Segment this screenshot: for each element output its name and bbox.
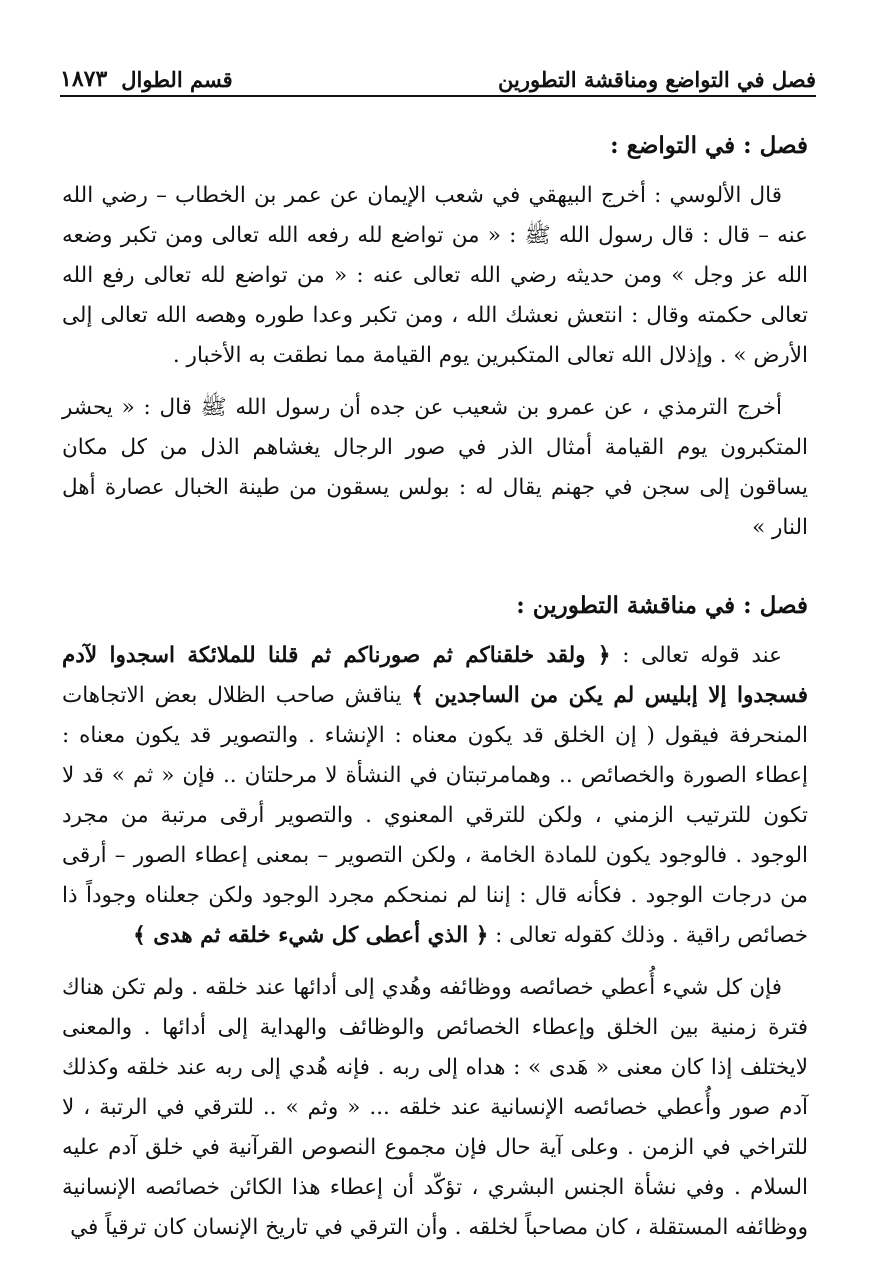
quran-verse: ﴿ الذي أعطى كل شيء خلقه ثم هدى ﴾: [133, 923, 489, 948]
page-body: [62, 118, 808, 1260]
section-heading-evolutionists: فصل : في مناقشة التطورين :: [516, 592, 808, 619]
paragraph: [62, 636, 808, 956]
spacer: [62, 560, 808, 578]
quran-verse: ﴿ ولقد خلقناكم ثم صورناكم ثم قلنا للملائكة اسجدوا لآدم فسجدوا إلا إبليس لم يكن من الساجدين ﴾: [62, 643, 808, 708]
paragraph: فإن كل شيء أُعطي خصائصه ووظائفه وهُدي إلى أدائها عند خلقه . ولم تكن هناك فترة زمنية بين الخلق وإعطاء الخصائص والوظائف والهداية إلى أدائها . والمعنى لايختلف إذا كان معنى « هَدى » : هداه إلى ربه . فإنه هُدي إلى ربه عند خلقه وكذلك آدم صور وأُعطي خصائصه الإنسانية عند خلقه ... « وثم » .. للترقي في الرتبة ، لا للتراخي في الزمن . وعلى آية حال فإن مجموع النصوص القرآنية في خلق آدم عليه السلام . وفي نشأة الجنس البشري ، تؤكّد أن إعطاء هذا الكائن خصائصه الإنسانية ووظائفه المستقلة ، كان مصاحباً لخلقه . وأن الترقي في تاريخ الإنسان كان ترقياً في: [62, 975, 808, 1240]
page-number: ١٨٧٣: [60, 66, 108, 92]
section-heading-humility: فصل : في التواضع :: [610, 132, 808, 159]
header-rule: [60, 95, 816, 97]
paragraph: قال الألوسي : أخرج البيهقي في شعب الإيمان عن عمر بن الخطاب – رضي الله عنه – قال : قال رسول الله ﷺ : « من تواضع لله رفعه الله تعالى ومن تكبر وضعه الله عز وجل » ومن حديثه رضي الله تعالى عنه : « من تواضع لله تعالى رفع الله تعالى حكمته وقال : انتعش نعشك الله ، ومن تكبر وعدا طوره وهصه الله تعالى إلى الأرض » . وإذلال الله تعالى المتكبرين يوم القيامة مما نطقت به الأخبار .: [62, 183, 808, 368]
paragraph: أخرج الترمذي ، عن عمرو بن شعيب عن جده أن رسول الله ﷺ قال : « يحشر المتكبرون يوم القيامة أمثال الذر في صور الرجال يغشاهم الذل من كل مكان يساقون إلى سجن في جهنم يقال له : بولس يسقون من طينة الخبال عصارة أهل النار »: [62, 395, 808, 540]
section-name: قسم الطوال: [121, 67, 233, 92]
paragraph-text: يناقش صاحب الظلال بعض الاتجاهات المنحرفة فيقول ( إن الخلق قد يكون معناه : الإنشاء . والتصوير قد يكون معناه : إعطاء الصورة والخصائص .. وهمامرتبتان في النشأة لا مرحلتان .. فإن « ثم » قد لا تكون للترتيب الزمني ، ولكن للترقي المعنوي . والتصوير أرقى مرتبة من مجرد الوجود . فالوجود يكون للمادة الخامة ، ولكن التصوير – بمعنى إعطاء الصور – أرقى من درجات الوجود . فكأنه قال : إننا لم نمنحكم مجرد الوجود ولكن جعلناه وجوداً ذا خصائص راقية . وذلك كقوله تعالى :: [62, 683, 808, 948]
header-section-info: [60, 66, 233, 92]
paragraph-intro: عند قوله تعالى :: [622, 643, 782, 668]
running-header: [60, 58, 816, 92]
chapter-title: فصل في التواضع ومناقشة التطورين: [498, 67, 816, 92]
